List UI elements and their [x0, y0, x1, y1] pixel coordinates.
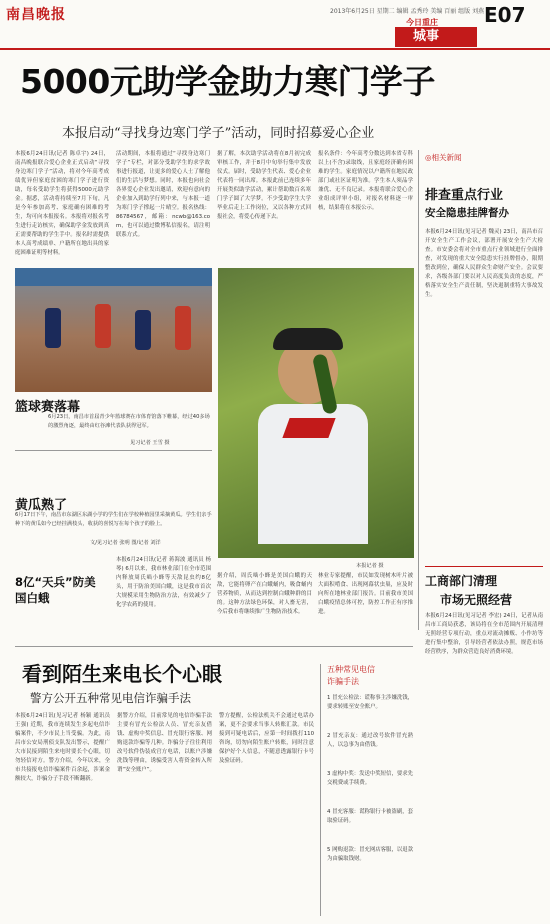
side-rule [425, 566, 543, 567]
main-headline: 5000元助学金助力寒门学子 [20, 62, 435, 101]
boy-hair [273, 328, 343, 350]
moth-story-col3: 林业专家提醒，市民如发现树木叶片被大面积啃食、出现网幕状虫巢，应及时向所在地林业部门报告。目前我市美国白蛾疫情总体可控，防控工作正有序推进。 [318, 573, 413, 615]
main-subheadline: 本报启动“寻找身边寒门学子”活动，同时招募爱心企业 [62, 126, 375, 141]
telecom-col3: 警方提醒，公检法机关不会通过电话办案，更不会要求当事人转账汇款。市民接到可疑电话后，应第一时间拨打110咨询，切勿向陌生账户转账，同时注意保护好个人信息，不随意透露银行卡号及验证码。 [219, 713, 314, 764]
player-figure [135, 310, 151, 350]
side-news-text1: 本报6月24日讯(见习记者 魏灵) 23日，南昌市召开安全生产工作会议，部署开展安全生产大检查。市安委会将对全市重点行业领域进行全面排查，对发现的重大安全隐患实行挂牌督办，限期整改到位，确保人民群众生命财产安全。会议要求，各级各部门要以对人民高度负责的态度，严格落实安全生产责任制，坚决遏制重特大事故发生。 [425, 229, 543, 298]
basketball-photo [15, 268, 212, 392]
cucumber-caption-title: 黄瓜熟了 [15, 498, 68, 513]
side-news-heading1: 排查重点行业 [425, 188, 504, 203]
scam-box-title: 五种常见电信诈骗手法 [327, 665, 375, 686]
telecom-headline: 看到陌生来电长个心眼 [22, 662, 222, 686]
column-divider [418, 150, 419, 630]
main-story-col4: 报名条件：今年高考分数达到本省专科以上(不含)录取线，且家庭经济确有困难的学生。家庭情况以户籍所在地民政部门或社区证明为准。学生本人须品学兼优、无不良记录。本报将联合爱心企业组成评审小组，对报名材料逐一审核，结果将在本报公示。 [318, 151, 413, 211]
top-rule [0, 48, 550, 50]
main-story-col3: 据了解，本次助学活动将在8月初完成审核工作，并于8月中旬举行集中发放仪式。届时，受助学生代表、爱心企业代表将一同出席。本报此前已连续多年开展类似助学活动，累计帮助数百名寒门学子圆了大学梦。不少受助学生大学毕业后走上工作岗位，又以各种方式回报社会，将爱心传递下去。 [217, 151, 311, 220]
red-scarf [282, 418, 335, 438]
moth-story-col2: 据介绍，周氏啮小蜂是美国白蛾的天敌，它能将卵产在白蛾蛹内，吸食蛹内营养物质，从而达到控制白蛾种群的目的。这种方法绿色环保，对人畜无害，今后我市将继续推广生物防治技术。 [217, 573, 312, 615]
side-news-heading2b: 市场无照经营 [440, 593, 513, 607]
section-label: 城事 [395, 27, 477, 47]
telecom-col1: 本报6月24日讯(见习记者 杨颖 通讯员 王强) 近期，我市连续发生多起电信诈骗案件，不少市民上当受骗。为此，南昌市公安局刑侦支队发出警示，提醒广大市民接到陌生来电时要长个心眼，切勿轻信对方。警方介绍，今年以来，全市共接报电信诈骗案件百余起，涉案金额较大，诈骗分子手段不断翻新。 [15, 713, 110, 782]
scam-item: 1 冒充公检法：谎称事主涉嫌洗钱，要求转账至安全账户。 [327, 695, 413, 710]
telecom-subheadline: 警方公开五种常见电信诈骗手法 [30, 691, 191, 705]
side-news-heading1b: 安全隐患挂牌督办 [425, 207, 509, 219]
caption-divider [15, 450, 212, 451]
cucumber-photo [218, 268, 414, 558]
page-code: E07 [484, 3, 526, 27]
scam-item: 5 网购退款：冒充网店客服，以退款为由骗取钱财。 [327, 847, 413, 862]
related-news-label: ◎相关新闻 [425, 153, 462, 162]
scam-types-box [320, 664, 413, 916]
side-news-heading2: 工商部门清理 [425, 574, 498, 588]
main-story-col1: 本报6月24日讯(记者 陈卓宇) 24日，南昌晚报联合爱心企业正式启动“寻找身边寒门学子”活动，将对今年高考成绩优异但家庭贫困的寒门学子进行资助，每名受助学生将获得5000元助学金。据悉，活动将持续至7月下旬，凡是今年参加高考、家庭确有困难的考生，均可向本报报名。本报将对报名考生进行走访核实，确保助学金发放到真正需要帮助的学生手中。报名时需提供本人高考成绩单、户籍所在地出具的家庭困难证明等材料。 [15, 151, 109, 256]
main-story-col2: 活动期间，本报将通过“寻找身边寒门学子”专栏，对部分受助学生的求学故事进行报道，让更多的爱心人士了解他们的生活与梦想。同时，本报也向社会各界爱心企业发出邀请，欢迎有意向的企业加入到助学行列中来，与本报一道为寒门学子撑起一片晴空。报名热线：86784567，邮箱：ncwb@163.com，也可以通过微博私信报名，请注明联系方式。 [116, 151, 210, 238]
scam-item: 2 冒充亲友：通过改号软件冒充熟人，以急事为由借钱。 [327, 733, 413, 748]
cucumber-credit: 文/见习记者 张明 图/记者 刘洋 [90, 540, 161, 546]
section-divider [15, 646, 413, 647]
basketball-caption: 6月23日，南昌市首届青少年篮球赛在市体育馆落下帷幕，经过40多场的激烈角逐，最终由红谷滩代表队获得冠军。 [48, 414, 210, 429]
cucumber-caption: 6月17日下午，南昌市东湖区东湖小学的学生们在学校种植园里采摘黄瓜。学生们亲手种下的黄瓜如今已经挂满枝头，收获的喜悦写在每个孩子的脸上。 [15, 512, 212, 527]
basketball-credit: 见习记者 王雪 摄 [130, 440, 170, 446]
scam-item: 3 虚构中奖：发送中奖短信，要求先交税费或手续费。 [327, 771, 413, 786]
player-figure [95, 304, 111, 348]
newspaper-logo: 南昌晚报 [6, 7, 66, 23]
edition-tag: 今日重庄 [406, 18, 438, 27]
cucumber-photo-credit: 本报记者 摄 [356, 563, 384, 569]
basketball-caption-title: 篮球赛落幕 [15, 400, 81, 415]
banner [15, 268, 212, 286]
side-news-text2: 本报6月24日讯(见习记者 李宏) 24日，记者从南昌市工商局获悉，该局将在全市范围内开展清理无照经营专项行动，重点对流动摊贩、小作坊等进行集中整治，引导经营者依法办照，规范市场经营秩序，为群众营造良好消费环境。 [425, 613, 543, 655]
telecom-col2: 据警方介绍，目前常见的电信诈骗手法主要有冒充公检法人员、冒充亲友借钱、虚构中奖信息、冒充银行客服、网购退款诈骗等几种。诈骗分子往往利用改号软件伪装成官方电话，以账户涉嫌洗钱等理由，诱骗受害人将资金转入所谓“安全账户”。 [117, 713, 212, 773]
issue-info: 2013年6月25日 星期二 编辑 孟秀玲 美编 百丽 组版 刘燕 [330, 8, 485, 15]
moth-story-col1: 本报6月24日讯(记者 蒋海波 通讯员 杨琴) 6月以来，我市林业部门在全市范围内释放周氏啮小蜂等天敌昆虫约8亿头，用于防治美国白蛾，这是我市首次大规模采用生物防治方法，有效减少了化学农药的使用。 [116, 557, 211, 608]
player-figure [175, 306, 191, 350]
scam-item: 4 冒充客服：谎称银行卡被盗刷，套取验证码。 [327, 809, 413, 824]
player-figure [45, 308, 61, 348]
moth-headline: 8亿“天兵”防美国白蛾 [15, 575, 96, 605]
